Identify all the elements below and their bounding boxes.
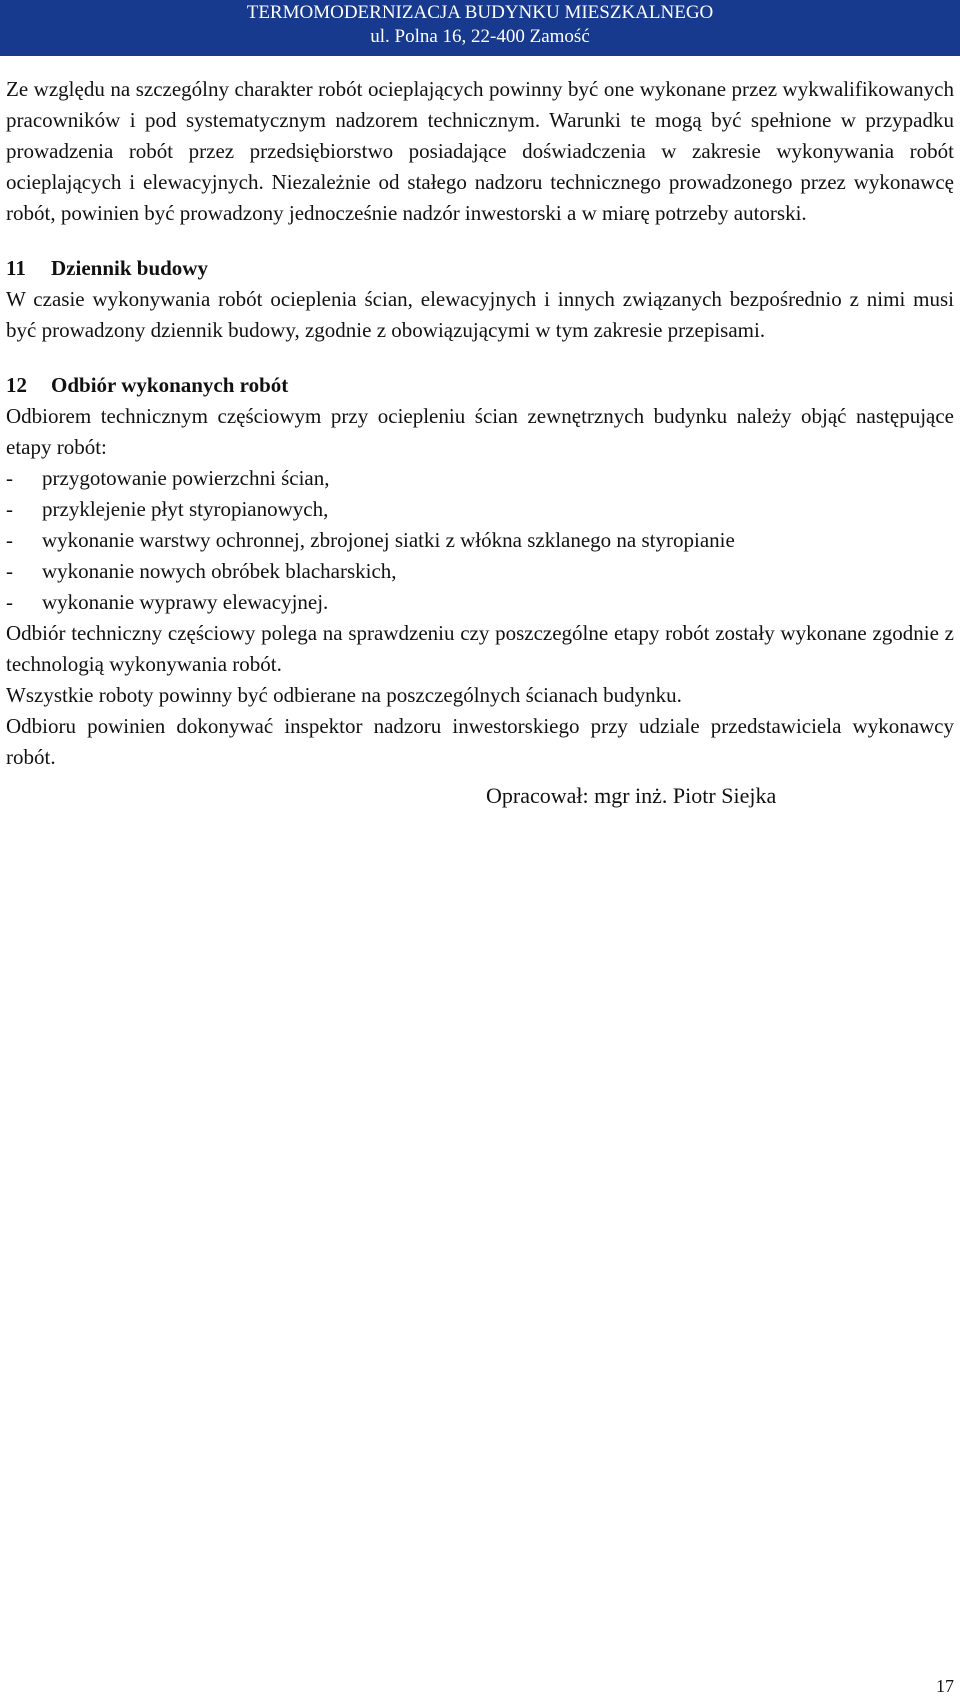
list-item-text: wykonanie wyprawy elewacyjnej. (42, 590, 329, 614)
section-12 (6, 370, 954, 773)
intro-paragraph: Ze względu na szczególny charakter robót ocieplających powinny być one wykonane przez wykwalifikowanych pracowników i pod systematycznym nadzorem technicznym. Warunki te mogą być spełnione w przypadku prowadzenia robót przez przedsiębiorstwo posiadające doświadczenia w zakresie wykonywania robót ocieplających i elewacyjnych. Niezależnie od stałego nadzoru technicznego prowadzonego przez wykonawcę robót, powinien być prowadzony jednocześnie nadzór inwestorski a w miarę potrzeby autorski. (6, 77, 954, 225)
list-item (6, 556, 954, 587)
list-dash: - (6, 590, 13, 614)
list-item-text: przyklejenie płyt styropianowych, (42, 497, 329, 521)
document-title: TERMOMODERNIZACJA BUDYNKU MIESZKALNEGO (246, 2, 714, 23)
list-dash: - (6, 528, 13, 552)
page-number: 17 (936, 1676, 954, 1696)
section-11-number: 11 (6, 256, 26, 280)
list-dash: - (6, 497, 13, 521)
section-11 (6, 253, 954, 346)
section-11-paragraph: W czasie wykonywania robót ocieplenia ścian, elewacyjnych i innych związanych bezpośrednio z nimi musi być prowadzony dziennik budowy, zgodnie z obowiązującymi w tym zakresie przepisami. (6, 287, 954, 342)
section-12-heading (6, 370, 954, 401)
list-dash: - (6, 466, 13, 490)
section-12-paragraph-4: Odbioru powinien dokonywać inspektor nadzoru inwestorskiego przy udziale przedstawiciela wykonawcy robót. (6, 714, 954, 769)
list-item-text: wykonanie nowych obróbek blacharskich, (42, 559, 397, 583)
section-12-title: Odbiór wykonanych robót (51, 373, 289, 397)
acceptance-stages-list (6, 463, 954, 618)
section-12-paragraph-2: Odbiór techniczny częściowy polega na sprawdzeniu czy poszczególne etapy robót zostały wykonane zgodnie z technologią wykonywania robót. (6, 621, 954, 676)
section-11-heading (6, 253, 954, 284)
list-item (6, 587, 954, 618)
document-header (0, 0, 960, 56)
author-signature: Opracował: mgr inż. Piotr Siejka (486, 783, 777, 808)
list-item-text: wykonanie warstwy ochronnej, zbrojonej siatki z włókna szklanego na styropianie (42, 528, 735, 552)
list-dash: - (6, 559, 13, 583)
section-12-intro: Odbiorem technicznym częściowym przy ociepleniu ścian zewnętrznych budynku należy objąć następujące etapy robót: (6, 404, 954, 459)
section-11-title: Dziennik budowy (51, 256, 208, 280)
list-item (6, 494, 954, 525)
list-item (6, 463, 954, 494)
section-12-number: 12 (6, 373, 27, 397)
document-body (6, 74, 954, 813)
list-item (6, 525, 954, 556)
document-address: ul. Polna 16, 22-400 Zamość (370, 26, 590, 47)
list-item-text: przygotowanie powierzchni ścian, (42, 466, 330, 490)
section-12-paragraph-3: Wszystkie roboty powinny być odbierane na poszczególnych ścianach budynku. (6, 683, 682, 707)
